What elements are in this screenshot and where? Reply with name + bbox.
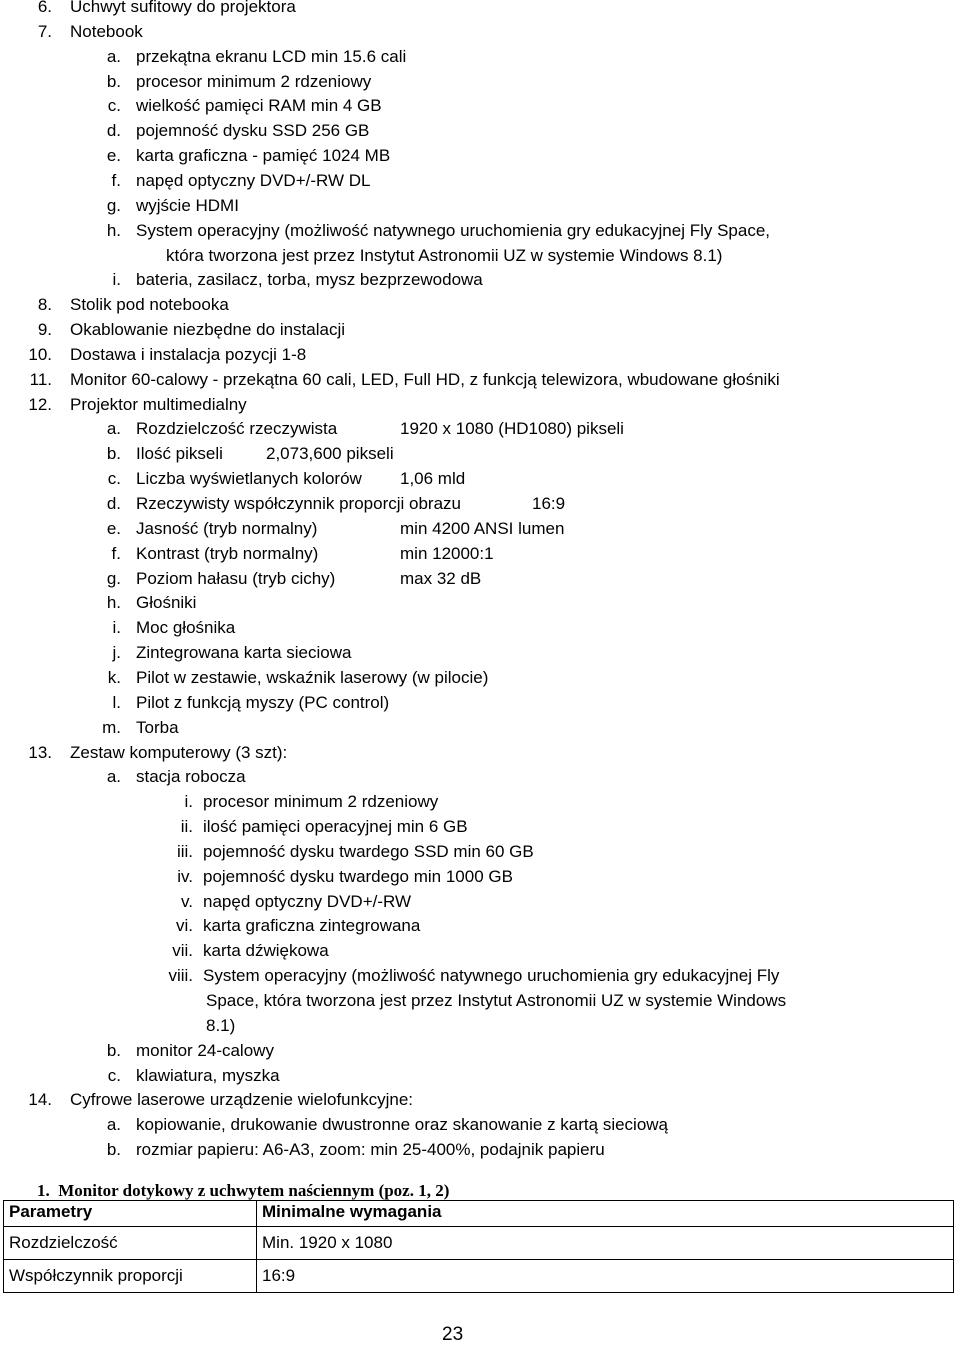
list-text: Uchwyt sufitowy do projektora xyxy=(70,0,296,16)
list-text: wyjście HDMI xyxy=(136,195,239,215)
list-marker: a. xyxy=(106,419,121,439)
list-marker: a. xyxy=(106,767,121,787)
list-text: System operacyjny (możliwość natywnego uruchomienia gry edukacyjnej Fly Space, xyxy=(136,220,771,240)
list-marker: c. xyxy=(107,1065,121,1085)
list-text: Zestaw komputerowy (3 szt): xyxy=(70,742,288,762)
list-text: Torba xyxy=(136,717,179,737)
list-text: Zintegrowana karta sieciowa xyxy=(136,643,352,663)
list-text: Okablowanie niezbędne do instalacji xyxy=(70,320,346,340)
list-marker: 14. xyxy=(28,1090,52,1110)
list-text: Dostawa i instalacja pozycji 1-8 xyxy=(70,344,307,364)
list-marker: i. xyxy=(112,270,121,290)
list-text: Poziom hałasu (tryb cichy) xyxy=(136,568,336,588)
list-text: Jasność (tryb normalny) xyxy=(136,518,318,538)
list-marker: d. xyxy=(106,121,121,141)
list-text: Stolik pod notebooka xyxy=(70,295,229,315)
list-marker: m. xyxy=(102,717,121,737)
section-number: 1. xyxy=(37,1181,50,1200)
list-text: bateria, zasilacz, torba, mysz bezprzewodowa xyxy=(136,270,483,290)
list-marker: viii. xyxy=(168,966,193,986)
list-marker: g. xyxy=(106,195,121,215)
list-text: pojemność dysku SSD 256 GB xyxy=(136,121,370,141)
table-cell: Współczynnik proporcji xyxy=(4,1260,257,1293)
list-text: rozmiar papieru: A6-A3, zoom: min 25-400%, podajnik papieru xyxy=(136,1140,605,1160)
list-marker: vi. xyxy=(176,916,193,936)
list-marker: c. xyxy=(107,96,121,116)
list-marker: g. xyxy=(106,568,121,588)
list-text: 8.1) xyxy=(206,1015,236,1035)
list-marker: vii. xyxy=(172,941,193,961)
list-marker: j. xyxy=(112,643,121,663)
list-text: Space, która tworzona jest przez Instytut Astronomii UZ w systemie Windows xyxy=(206,991,787,1010)
list-marker: b. xyxy=(106,1140,121,1160)
list-marker: h. xyxy=(106,220,121,240)
list-marker: 13. xyxy=(28,742,52,762)
list-marker: iii. xyxy=(176,841,193,861)
list-marker: b. xyxy=(106,71,121,91)
list-value: 16:9 xyxy=(532,494,566,513)
list-marker: f. xyxy=(111,543,121,563)
list-marker: d. xyxy=(106,494,121,513)
list-text: System operacyjny (możliwość natywnego uruchomienia gry edukacyjnej Fly xyxy=(203,966,780,986)
list-text: klawiatura, myszka xyxy=(136,1065,280,1085)
list-marker: iv. xyxy=(177,866,193,886)
list-text: Notebook xyxy=(70,21,143,41)
list-text: monitor 24-calowy xyxy=(136,1040,274,1060)
list-marker: 7. xyxy=(37,21,52,41)
list-text: Rozdzielczość rzeczywista xyxy=(136,419,338,439)
list-text: Kontrast (tryb normalny) xyxy=(136,543,319,563)
list-marker: e. xyxy=(106,146,121,166)
table-header-cell: Parametry xyxy=(4,1201,257,1227)
requirements-table xyxy=(3,1200,954,1293)
page-number: 23 xyxy=(442,1324,464,1345)
list-marker: 9. xyxy=(37,320,52,340)
list-marker: c. xyxy=(107,469,121,489)
section-heading xyxy=(37,1181,449,1201)
list-marker: k. xyxy=(107,667,121,687)
list-text: napęd optyczny DVD+/-RW xyxy=(203,891,412,911)
list-marker: l. xyxy=(112,692,121,712)
list-marker: 12. xyxy=(28,394,52,414)
list-marker: h. xyxy=(106,593,121,613)
list-text: wielkość pamięci RAM min 4 GB xyxy=(136,96,382,116)
list-text: karta graficzna zintegrowana xyxy=(203,916,421,936)
list-value: 2,073,600 pikseli xyxy=(266,444,394,464)
list-marker: ii. xyxy=(180,817,193,837)
list-marker: i. xyxy=(184,792,193,812)
table-row xyxy=(4,1260,954,1293)
list-marker: 6. xyxy=(37,0,52,16)
list-text: ilość pamięci operacyjnej min 6 GB xyxy=(203,817,468,837)
list-marker: 8. xyxy=(37,295,52,315)
list-marker: e. xyxy=(106,518,121,538)
list-text: karta graficzna - pamięć 1024 MB xyxy=(136,146,391,166)
list-value: max 32 dB xyxy=(400,568,482,588)
list-value: min 12000:1 xyxy=(400,543,494,563)
table-cell: Rozdzielczość xyxy=(4,1227,257,1260)
table-row xyxy=(4,1227,954,1260)
list-marker: v. xyxy=(181,891,193,911)
table-cell: 16:9 xyxy=(257,1260,954,1293)
list-text: stacja robocza xyxy=(136,767,246,787)
list-value: 1,06 mld xyxy=(400,469,466,489)
list-marker: a. xyxy=(106,46,121,66)
list-text: Monitor 60-calowy - przekątna 60 cali, LED, Full HD, z funkcją telewizora, wbudowane głośniki xyxy=(70,369,780,389)
list-marker: 11. xyxy=(29,369,52,389)
list-text: Pilot w zestawie, wskaźnik laserowy (w pilocie) xyxy=(136,667,489,687)
list-marker: f. xyxy=(111,170,121,190)
list-marker: b. xyxy=(106,444,121,464)
list-text: Ilość pikseli xyxy=(136,444,223,464)
list-marker: b. xyxy=(106,1040,121,1060)
list-text: procesor minimum 2 rdzeniowy xyxy=(203,792,439,812)
list-text: pojemność dysku twardego SSD min 60 GB xyxy=(203,841,534,861)
list-text: Projektor multimedialny xyxy=(70,394,247,414)
list-text: Pilot z funkcją myszy (PC control) xyxy=(136,692,390,712)
list-text: karta dźwiękowa xyxy=(203,941,329,961)
list-text: Rzeczywisty współczynnik proporcji obrazu xyxy=(136,494,462,513)
table-header-cell: Minimalne wymagania xyxy=(257,1201,954,1227)
list-text: Głośniki xyxy=(136,593,197,613)
list-text: kopiowanie, drukowanie dwustronne oraz skanowanie z kartą sieciową xyxy=(136,1115,669,1135)
list-marker: 10. xyxy=(28,344,52,364)
list-value: min 4200 ANSI lumen xyxy=(400,518,565,538)
list-text: Moc głośnika xyxy=(136,618,236,638)
list-marker: a. xyxy=(106,1115,121,1135)
table-header-row xyxy=(4,1201,954,1227)
section-title: Monitor dotykowy z uchwytem naściennym (poz. 1, 2) xyxy=(58,1181,450,1200)
list-value: 1920 x 1080 (HD1080) pikseli xyxy=(400,419,624,439)
list-text: która tworzona jest przez Instytut Astronomii UZ w systemie Windows 8.1) xyxy=(166,245,723,265)
list-marker: i. xyxy=(112,618,121,638)
list-text: napęd optyczny DVD+/-RW DL xyxy=(136,170,371,190)
list-text: procesor minimum 2 rdzeniowy xyxy=(136,71,372,91)
table-cell: Min. 1920 x 1080 xyxy=(257,1227,954,1260)
list-text: pojemność dysku twardego min 1000 GB xyxy=(203,866,513,886)
list-text: przekątna ekranu LCD min 15.6 cali xyxy=(136,46,407,66)
list-text: Cyfrowe laserowe urządzenie wielofunkcyjne: xyxy=(70,1090,413,1110)
list-text: Liczba wyświetlanych kolorów xyxy=(136,469,362,489)
